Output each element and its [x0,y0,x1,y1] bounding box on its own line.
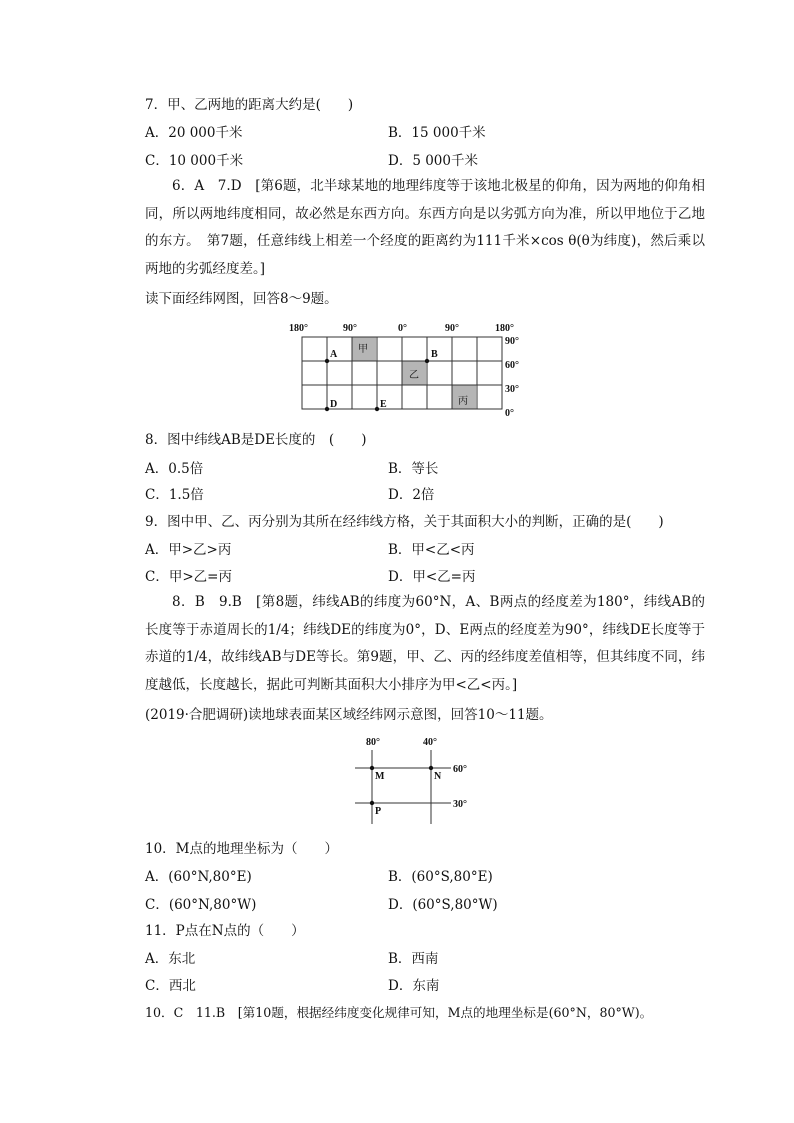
point-b-label: B [431,349,438,360]
fig2-lon-label: 40° [423,737,437,748]
graticule-figure-2 [352,733,482,828]
fig2-lat-label: 30° [453,799,467,810]
point-p-label: P [375,806,382,817]
fig1-lat-label: 60° [505,360,519,371]
q10-option-a: A．(60°N,80°E) [145,869,252,885]
q11-option-b: B．西南 [388,951,439,967]
point-d-label: D [330,399,338,410]
q8-option-d: D．2倍 [388,487,435,503]
q10-option-d: D．(60°S,80°W) [388,897,498,913]
fig2-lat-label: 60° [453,764,467,775]
q10-option-b: B．(60°S,80°E) [388,869,493,885]
fig1-lon-label: 180° [289,323,308,334]
point-p-dot [370,801,374,805]
point-e-dot [375,407,379,411]
point-e-label: E [380,399,387,410]
answer-6-7: 6．A 7.D [第6题，北半球某地的地理纬度等于该地北极星的仰角，因为两地的仰角相同，所以两地纬度相同，故必然是东西方向。东西方向是以劣弧方向为准，所以甲地位于乙地的东方。 第7题，任意纬线上相差一个经度的距离约为111千米×cos θ(θ为纬度)，然后乘以两地的劣弧经度差。] [145,178,705,277]
fig1-lon-label: 180° [495,323,514,334]
cell-yi-label: 乙 [409,370,419,381]
fig1-lat-label: 30° [505,384,519,395]
q9-option-d: D．甲<乙=丙 [388,569,476,585]
q9-stem: 9．图中甲、乙、丙分别为其所在经纬线方格，关于其面积大小的判断，正确的是( ) [145,514,664,530]
answer-10-11: 10．C 11.B [第10题，根据经纬度变化规律可知，M点的地理坐标是(60°N，80°W)。 [145,1005,653,1020]
graticule-figure-1 [285,318,530,423]
point-d-dot [325,407,329,411]
point-m-label: M [375,771,385,782]
point-b-dot [425,359,429,363]
q9-option-c: C．甲>乙=丙 [145,569,232,585]
q11-stem: 11．P点在N点的（ ） [145,923,305,939]
point-m-dot [370,766,374,770]
fig1-lat-label: 90° [505,336,519,347]
q7-option-c: C．10 000千米 [145,153,244,169]
fig1-lon-label: 90° [343,323,357,334]
q8-option-b: B．等长 [388,461,439,477]
fig1-lon-label: 90° [445,323,459,334]
cell-bing-label: 丙 [458,396,468,407]
q11-option-c: C．西北 [145,978,196,994]
intro-10-11: (2019·合肥调研)读地球表面某区域经纬网示意图，回答10～11题。 [145,707,553,723]
point-n-label: N [434,771,442,782]
point-a-dot [325,359,329,363]
point-n-dot [429,766,433,770]
intro-8-9: 读下面经纬网图，回答8～9题。 [145,291,338,307]
cell-jia-label: 甲 [358,344,368,355]
fig1-lon-label: 0° [398,323,407,334]
q8-option-c: C．1.5倍 [145,487,204,503]
fig2-lon-label: 80° [366,737,380,748]
q7-option-a: A．20 000千米 [145,125,243,141]
q8-option-a: A．0.5倍 [145,461,204,477]
q10-option-c: C．(60°N,80°W) [145,897,257,913]
q10-stem: 10．M点的地理坐标为（ ） [145,841,339,857]
q11-option-d: D．东南 [388,978,440,994]
answer-8-9: 8．B 9.B [第8题，纬线AB的纬度为60°N，A、B两点的经度差为180°，纬线AB的长度等于赤道周长的1/4；纬线DE的纬度为0°，D、E两点的经度差为90°，纬线DE长度等于赤道的1/4，故纬线AB与DE等长。第9题，甲、乙、丙的经纬度差值相等，但其纬度不同，纬度越低，长度越长，据此可判断其面积大小排序为甲<乙<丙。] [145,594,705,693]
q11-option-a: A．东北 [145,951,196,967]
point-a-label: A [330,349,338,360]
fig2-grid [355,750,451,824]
q9-option-a: A．甲>乙>丙 [145,542,232,558]
q7-stem: 7．甲、乙两地的距离大约是( ) [145,97,354,113]
q9-option-b: B．甲<乙<丙 [388,542,475,558]
q7-option-b: B．15 000千米 [388,125,486,141]
q8-stem: 8．图中纬线AB是DE长度的 ( ) [145,432,367,448]
q7-option-d: D．5 000千米 [388,153,478,169]
fig1-lat-label: 0° [505,408,514,419]
